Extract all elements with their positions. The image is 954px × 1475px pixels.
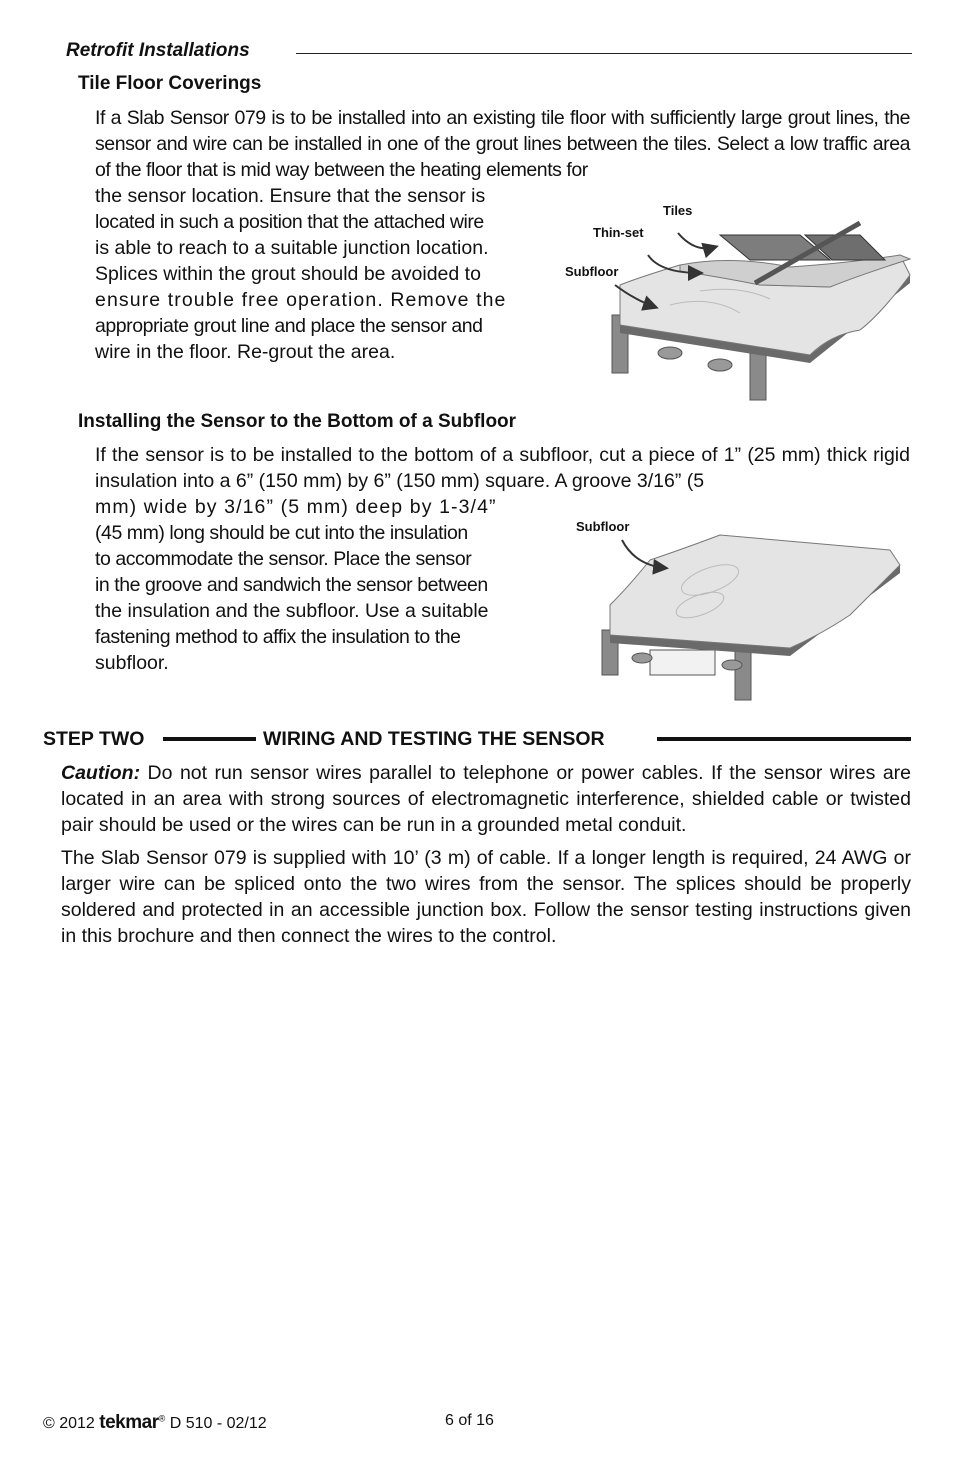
tile-line: appropriate grout line and place the sensor and <box>95 315 483 337</box>
caution-label: Caution: <box>61 762 141 784</box>
label-subfloor: Subfloor <box>565 264 619 279</box>
registered-mark: ® <box>158 1413 166 1424</box>
subfloor-figure <box>570 510 920 710</box>
bottom-line: (45 mm) long should be cut into the insulation <box>95 522 468 544</box>
tile-line: is able to reach to a suitable junction location. <box>95 237 489 259</box>
tile-line: wire in the floor. Re-grout the area. <box>95 341 396 363</box>
label-tiles: Tiles <box>663 203 693 218</box>
subfloor-figure-illustration <box>570 510 920 710</box>
bottom-line: fastening method to affix the insulation to the <box>95 626 461 648</box>
supply-paragraph: The Slab Sensor 079 is supplied with 10’ (3 m) of cable. If a longer length is required, 24 AWG or larger wire can be spliced onto the two wires from the sensor. The splices should be properly soldered and protected in an accessible junction box. Follow the sensor testing instructions given in this brochure and then connect the wires to the control. <box>61 847 911 947</box>
footer-left <box>43 1412 267 1434</box>
bottom-line: in the groove and sandwich the sensor between <box>95 574 488 596</box>
tile-line: Splices within the grout should be avoided to <box>95 263 481 285</box>
pipe <box>632 653 652 663</box>
tile-line: ensure trouble free operation. Remove the <box>95 289 507 311</box>
step-bar-right <box>657 737 911 741</box>
doc-number: D 510 - 02/12 <box>169 1415 267 1432</box>
section-title: Retrofit Installations <box>66 40 250 61</box>
tile-line: the sensor location. Ensure that the sensor is <box>95 185 486 207</box>
tile-line: located in such a position that the attached wire <box>95 211 484 233</box>
pipe <box>708 359 732 371</box>
pipe <box>722 660 742 670</box>
bottom-line: the insulation and the subfloor. Use a suitable <box>95 600 489 622</box>
step-label: STEP TWO <box>43 728 145 750</box>
bottom-intro: If the sensor is to be installed to the bottom of a subfloor, cut a piece of 1” (25 mm) thick rigid insulation into a 6” (150 mm) by 6” (150 mm) square. A groove 3/16” (5 <box>95 444 910 492</box>
copyright: © 2012 <box>43 1415 95 1432</box>
insulation-block <box>650 650 715 675</box>
step-title: WIRING AND TESTING THE SENSOR <box>263 728 605 750</box>
joist <box>735 650 751 700</box>
bottom-heading: Installing the Sensor to the Bottom of a Subfloor <box>78 411 517 432</box>
tekmar-logo: tekmar <box>99 1412 159 1433</box>
pipe <box>658 347 682 359</box>
page-number: 6 of 16 <box>445 1412 494 1429</box>
arrow-tiles <box>678 233 715 248</box>
bottom-paragraph-cont <box>95 494 535 676</box>
tile-figure <box>560 195 920 405</box>
caution-text: Do not run sensor wires parallel to telephone or power cables. If the sensor wires are located in an area with strong sources of electromagnetic interference, shielded cable or twisted pair should be used or the wires can be run in a grounded metal conduit. <box>61 762 911 836</box>
slab-top <box>610 535 900 648</box>
tile-intro: If a Slab Sensor 079 is to be installed into an existing tile floor with sufficiently large grout lines, the sensor and wire can be installed in one of the grout lines between the tiles. Select a low traffic area of the floor that is mid way between the heating elements for <box>95 107 910 181</box>
label-subfloor: Subfloor <box>576 519 630 534</box>
label-thinset: Thin-set <box>593 225 644 240</box>
tile-heading: Tile Floor Coverings <box>78 73 262 94</box>
caution-paragraph <box>61 760 911 838</box>
section-rule <box>296 53 912 54</box>
bottom-line: subfloor. <box>95 652 169 674</box>
step-bar-left <box>163 737 256 741</box>
bottom-line: mm) wide by 3/16” (5 mm) deep by 1-3/4” <box>95 496 497 518</box>
bottom-line: to accommodate the sensor. Place the sensor <box>95 548 472 570</box>
tile-paragraph-cont <box>95 183 535 365</box>
